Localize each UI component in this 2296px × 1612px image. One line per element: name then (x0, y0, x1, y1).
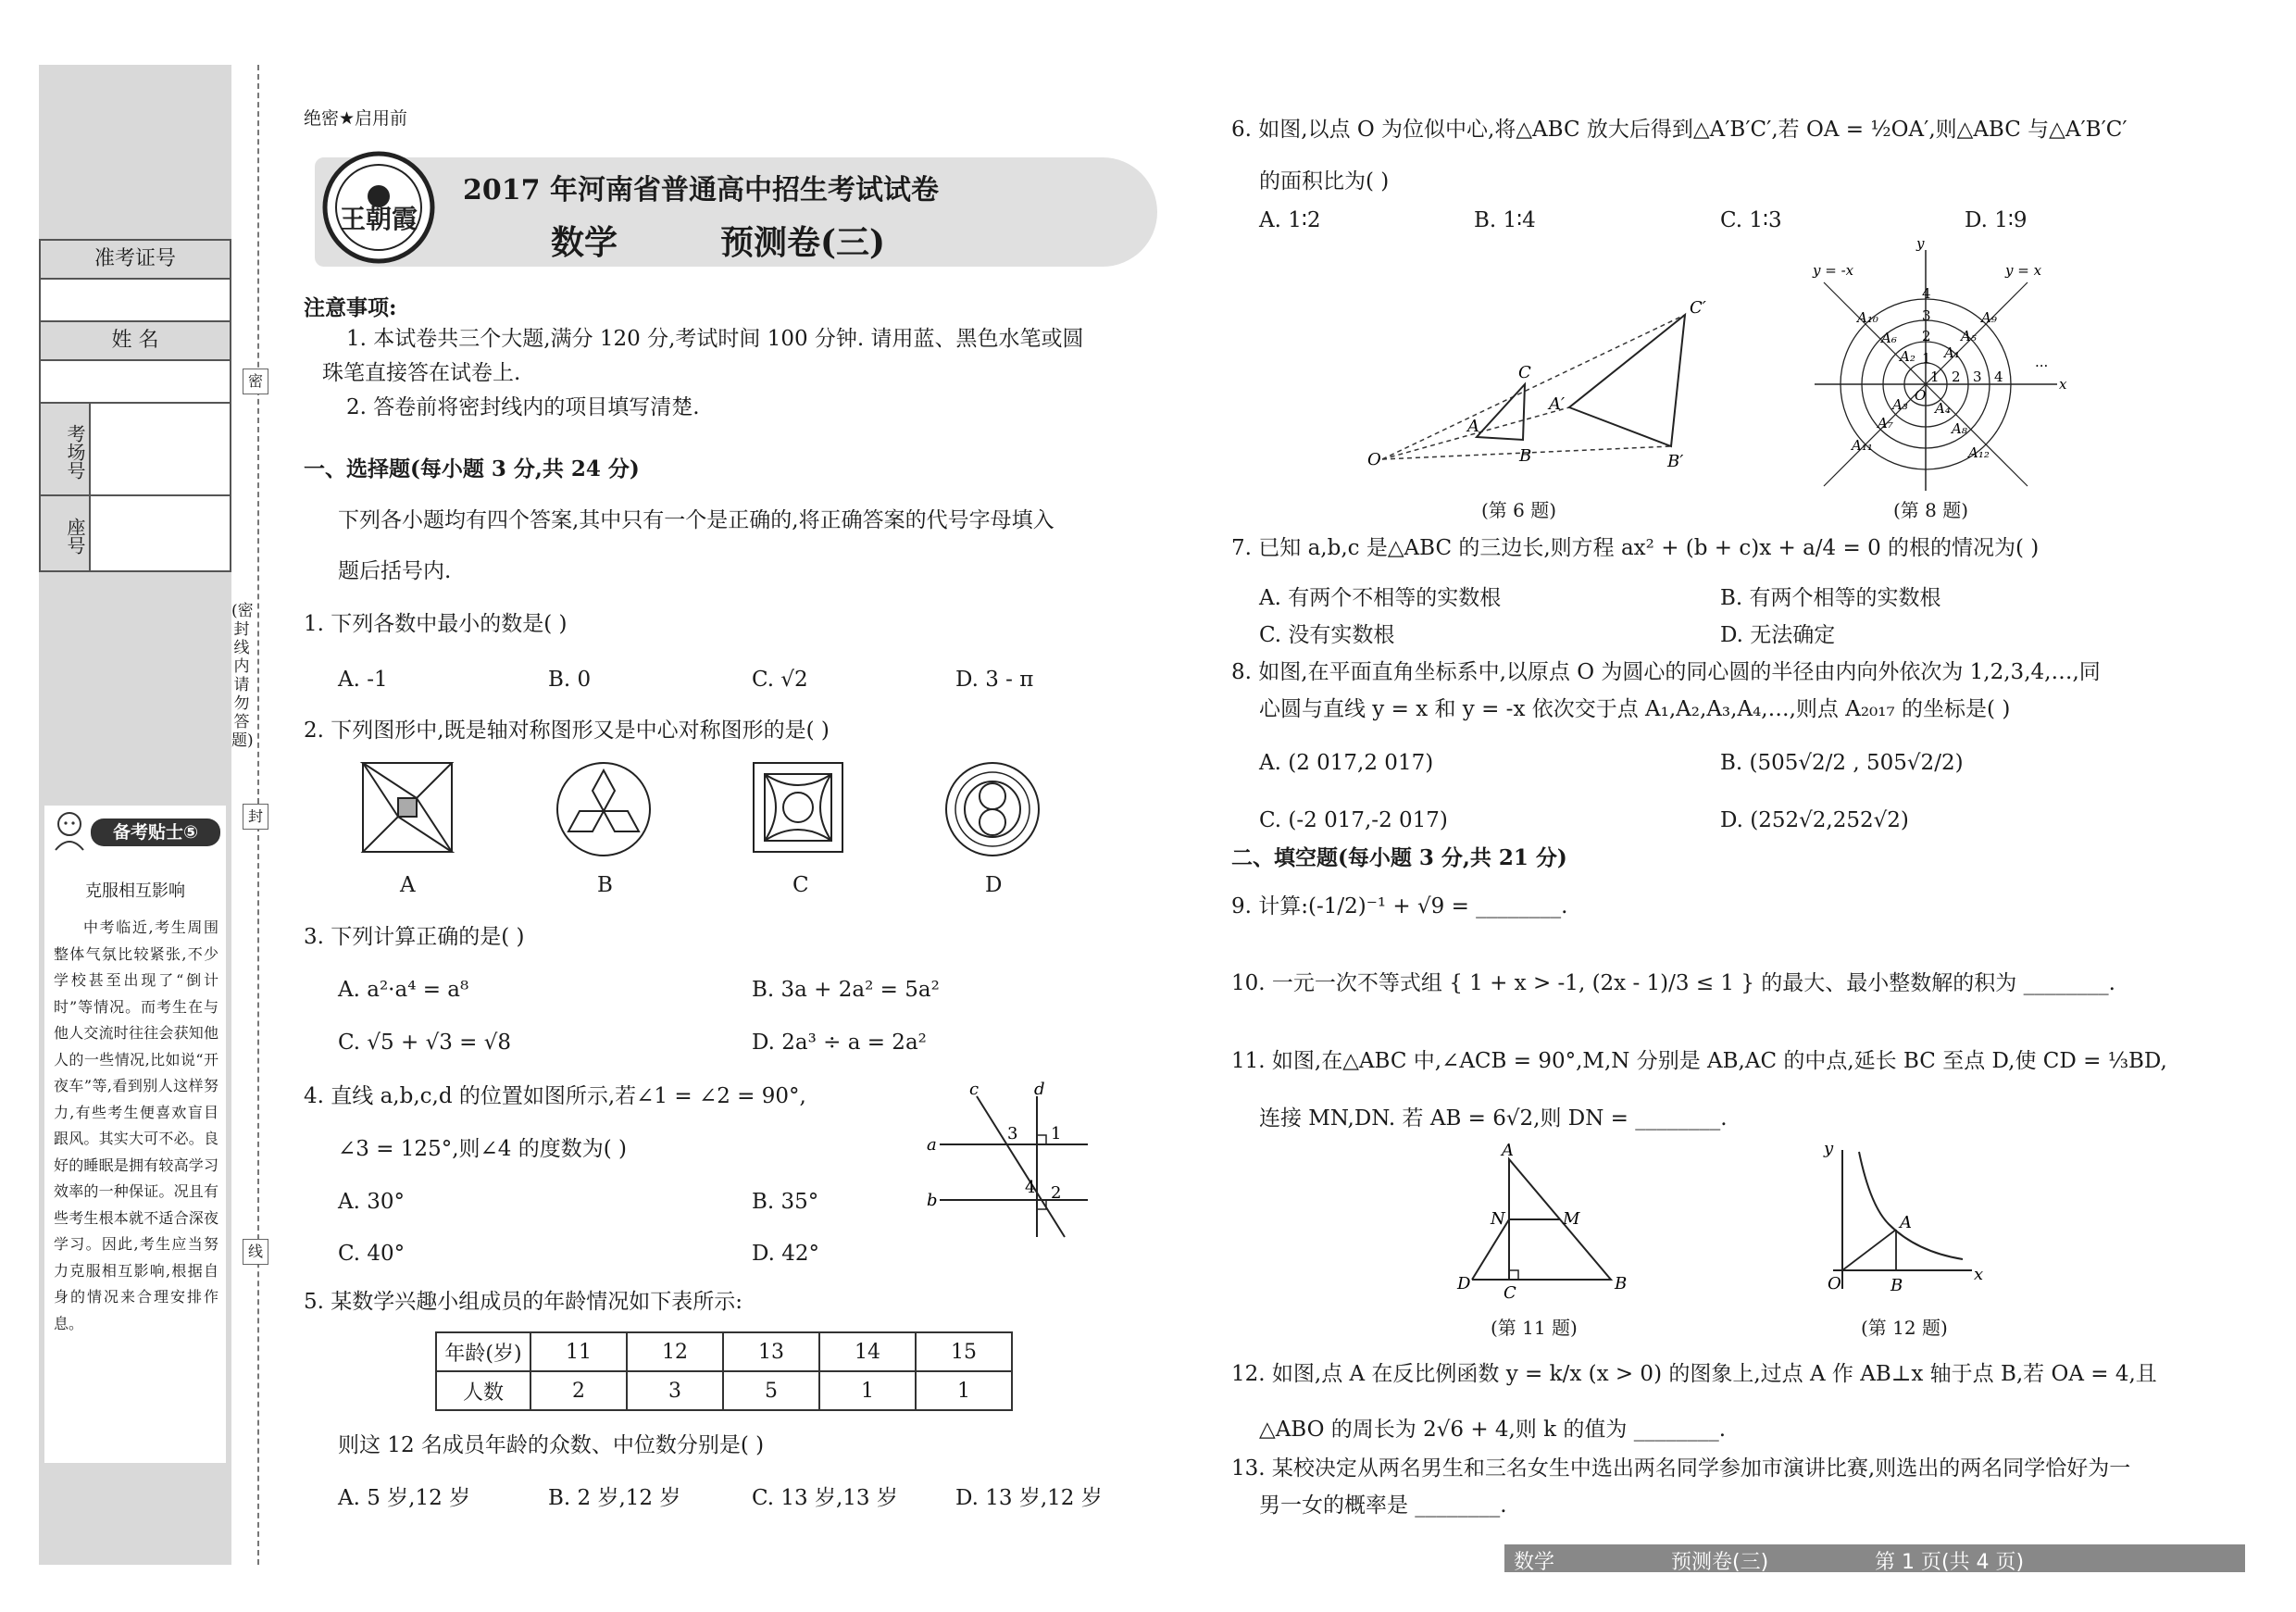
q12-caption: (第 12 题) (1861, 1317, 1948, 1339)
q3-option-d[interactable]: D. 2a³ ÷ a = 2a² (752, 1031, 927, 1055)
mascot-icon (50, 809, 89, 852)
q7-option-c[interactable]: C. 没有实数根 (1259, 623, 1395, 647)
q11-caption: (第 11 题) (1491, 1317, 1578, 1339)
svg-text:C: C (1518, 363, 1531, 382)
svg-text:2: 2 (1952, 369, 1961, 385)
svg-text:A₅: A₅ (1961, 328, 1977, 344)
q4-angle-4: 4 (1025, 1178, 1036, 1197)
q9-stem: 9. 计算:(-1/2)⁻¹ + √9 = ________. (1231, 894, 1568, 918)
table-cell: 15 (916, 1332, 1012, 1371)
q8-option-d[interactable]: D. (252√2,252√2) (1720, 808, 1909, 832)
q1-option-a[interactable]: A. -1 (338, 668, 388, 692)
svg-text:A₈: A₈ (1952, 420, 1967, 437)
q11-stem-a: 11. 如图,在△ABC 中,∠ACB = 90°,M,N 分别是 AB,AC 的中点,延长 BC 至点 D,使 CD = ⅓BD, (1231, 1049, 2167, 1073)
table-row (436, 1371, 1012, 1410)
svg-text:2: 2 (1922, 328, 1931, 344)
svg-text:x: x (1974, 1265, 1984, 1284)
secret-label: 绝密★启用前 (304, 108, 408, 129)
svg-text:A₁₂: A₁₂ (1968, 444, 1990, 461)
q6-stem-b: 的面积比为( ) (1259, 169, 1390, 194)
q4-label-a: a (927, 1135, 937, 1155)
svg-text:N: N (1491, 1209, 1505, 1229)
svg-text:A₆: A₆ (1881, 330, 1897, 346)
table-cell: 14 (819, 1332, 916, 1371)
svg-text:C: C (1504, 1283, 1516, 1303)
q8-option-b[interactable]: B. (505√2/2 , 505√2/2) (1720, 751, 1964, 775)
svg-text:C′: C′ (1690, 298, 1706, 318)
svg-text:A₉: A₉ (1981, 309, 1997, 326)
q5-option-c[interactable]: C. 13 岁,13 岁 (752, 1486, 898, 1510)
table-cell: 5 (723, 1371, 819, 1410)
svg-text:A₁₀: A₁₀ (1857, 309, 1878, 326)
q5-option-d[interactable]: D. 13 岁,12 岁 (955, 1486, 1103, 1510)
q8-stem-b: 心圆与直线 y = x 和 y = -x 依次交于点 A₁,A₂,A₃,A₄,…,则点 A₂₀₁₇ 的坐标是( ) (1259, 697, 2011, 721)
svg-text:A: A (1900, 1213, 1912, 1232)
q6-option-a[interactable]: A. 1∶2 (1259, 208, 1321, 232)
q2-label-d: D (985, 873, 1003, 897)
q8-figure (1796, 231, 2074, 494)
q7-stem: 7. 已知 a,b,c 是△ABC 的三边长,则方程 ax² + (b + c)x + a/4 = 0 的根的情况为( ) (1231, 536, 2040, 560)
q6-stem-a: 6. 如图,以点 O 为位似中心,将△ABC 放大后得到△A′B′C′,若 OA = ½OA′,则△ABC 与△A′B′C′ (1231, 118, 2128, 142)
q12-stem-b: △ABO 的周长为 2√6 + 4,则 k 的值为 ________. (1259, 1418, 1727, 1442)
table-cell: 12 (627, 1332, 723, 1371)
table-cell: 2 (530, 1371, 627, 1410)
q5-option-b[interactable]: B. 2 岁,12 岁 (548, 1486, 681, 1510)
q6-caption: (第 6 题) (1481, 499, 1557, 521)
q4-angle-2: 2 (1051, 1183, 1062, 1203)
svg-text:4: 4 (1994, 369, 2003, 385)
room-box (39, 402, 231, 496)
q8-line-neg: y = -x (1813, 262, 1854, 279)
svg-text:1: 1 (1930, 369, 1940, 385)
q5-ask: 则这 12 名成员年龄的众数、中位数分别是( ) (338, 1433, 765, 1457)
table-row (436, 1332, 1012, 1371)
table-cell: 1 (819, 1371, 916, 1410)
q2-figure-c (752, 761, 844, 857)
svg-text:A: A (1502, 1141, 1514, 1160)
table-cell: 人数 (436, 1371, 530, 1410)
q4-figure (921, 1080, 1092, 1244)
notice-heading: 注意事项: (304, 295, 397, 320)
q3-option-a[interactable]: A. a²·a⁴ = a⁸ (338, 978, 469, 1002)
q4-label-d: d (1034, 1080, 1045, 1099)
age-table (435, 1331, 1013, 1411)
room-label: 考场号 (41, 404, 91, 494)
q2-figure-a (361, 761, 454, 857)
q1-option-b[interactable]: B. 0 (548, 668, 592, 692)
q5-stem: 5. 某数学兴趣小组成员的年龄情况如下表所示: (304, 1290, 743, 1314)
svg-text:A₄: A₄ (1935, 400, 1951, 417)
q7-option-d[interactable]: D. 无法确定 (1720, 623, 1836, 647)
footer-page: 第 1 页(共 4 页) (1875, 1551, 2025, 1574)
q7-option-a[interactable]: A. 有两个不相等的实数根 (1259, 586, 1502, 610)
table-cell: 11 (530, 1332, 627, 1371)
q4-angle-1: 1 (1051, 1124, 1062, 1143)
name-label: 姓 名 (111, 329, 159, 352)
q1-option-c[interactable]: C. √2 (752, 668, 808, 692)
table-cell: 年龄(岁) (436, 1332, 530, 1371)
svg-text:O: O (1828, 1274, 1841, 1293)
publisher-logo (319, 148, 438, 267)
exam-no-label-box (39, 239, 231, 280)
section1-title: 一、选择题(每小题 3 分,共 24 分) (304, 456, 640, 481)
svg-text:B: B (1519, 446, 1532, 466)
q2-label-c: C (792, 873, 809, 897)
q8-option-a[interactable]: A. (2 017,2 017) (1259, 751, 1434, 775)
q8-line-pos: y = x (2005, 262, 2042, 279)
svg-text:B′: B′ (1667, 452, 1684, 471)
svg-text:y: y (1824, 1139, 1834, 1158)
q10-stem: 10. 一元一次不等式组 { 1 + x > -1, (2x - 1)/3 ≤ 1 } 的最大、最小整数解的积为 ________. (1231, 971, 2115, 995)
q13-stem-a: 13. 某校决定从两名男生和三名女生中选出两名同学参加市演讲比赛,则选出的两名同学恰好为一 (1231, 1456, 2131, 1481)
q8-stem-a: 8. 如图,在平面直角坐标系中,以原点 O 为圆心的同心圆的半径由内向外依次为 1,2,3,4,…,同 (1231, 660, 2101, 684)
q2-stem: 2. 下列图形中,既是轴对称图形又是中心对称图形的是( ) (304, 719, 830, 743)
footer-paper: 预测卷(三) (1671, 1551, 1769, 1574)
q3-option-c[interactable]: C. √5 + √3 = √8 (338, 1031, 512, 1055)
seal-note: (密封线内请勿答题) (231, 602, 254, 750)
page-footer (1504, 1544, 2245, 1572)
subject-title: 数学 (551, 223, 618, 262)
svg-text:4: 4 (1922, 285, 1931, 302)
seal-mark-mi: 密 (243, 369, 268, 394)
section1-intro-b: 题后括号内. (338, 559, 452, 583)
q13-stem-b: 男一女的概率是 ________. (1259, 1493, 1507, 1518)
svg-text:···: ··· (2035, 357, 2049, 374)
tip-body: 中考临近,考生周围整体气氛比较紧张,不少学校甚至出现了“倒计时”等情况。而考生在与他人交流时往往会获知他人的一些情况,比如说“开夜车”等,看到别人这样努力,有些考生便喜欢盲目跟风。其实大可不必。良好的睡眠是拥有较高学习效率的一种保证。况且有些考生根本就不适合深夜学习。因此,考生应当努力克服相互影响,根据自身的情况来合理安排作息。 (54, 918, 218, 1332)
q6-option-c[interactable]: C. 1∶3 (1720, 208, 1782, 232)
svg-text:y: y (1916, 235, 1925, 252)
seal-mark-feng: 封 (243, 804, 268, 830)
svg-text:3: 3 (1973, 369, 1982, 385)
q12-figure (1815, 1139, 1984, 1302)
q2-label-a: A (400, 873, 416, 897)
name-field[interactable] (39, 359, 231, 404)
q7-option-b[interactable]: B. 有两个相等的实数根 (1720, 586, 1941, 610)
exam-no-label: 准考证号 (94, 247, 176, 270)
q1-stem: 1. 下列各数中最小的数是( ) (304, 612, 568, 636)
seat-box (39, 494, 231, 572)
footer-subject: 数学 (1514, 1551, 1555, 1574)
tip-box (44, 806, 226, 1463)
q3-option-b[interactable]: B. 3a + 2a² = 5a² (752, 978, 940, 1002)
q1-option-d[interactable]: D. 3 - π (955, 668, 1034, 692)
q4-option-c[interactable]: C. 40° (338, 1242, 406, 1266)
room-field[interactable] (93, 404, 230, 494)
section1-intro-a: 下列各小题均有四个答案,其中只有一个是正确的,将正确答案的代号字母填入 (338, 508, 1054, 532)
q11-stem-b: 连接 MN,DN. 若 AB = 6√2,则 DN = ________. (1259, 1106, 1728, 1131)
exam-title: 2017 年河南省普通高中招生考试试卷 (463, 174, 939, 206)
q4-angle-3: 3 (1007, 1124, 1018, 1143)
svg-text:3: 3 (1922, 307, 1931, 324)
paper-title: 预测卷(三) (720, 223, 886, 262)
svg-text:A₂: A₂ (1900, 348, 1915, 365)
q3-stem: 3. 下列计算正确的是( ) (304, 925, 525, 949)
q8-caption: (第 8 题) (1893, 499, 1969, 521)
table-cell: 3 (627, 1371, 723, 1410)
q4-label-c: c (969, 1080, 980, 1099)
notice-item1b: 珠笔直接答在试卷上. (322, 361, 521, 385)
section2-title: 二、填空题(每小题 3 分,共 21 分) (1231, 845, 1567, 870)
svg-text:A₃: A₃ (1892, 396, 1908, 413)
tip-title: 克服相互影响 (85, 881, 185, 901)
q6-option-d[interactable]: D. 1∶9 (1965, 208, 2028, 232)
seal-mark-xian: 线 (243, 1239, 268, 1265)
svg-text:王朝霞: 王朝霞 (339, 204, 418, 234)
svg-text:O: O (1915, 387, 1927, 404)
seat-field[interactable] (93, 496, 230, 570)
svg-text:1: 1 (1922, 350, 1931, 367)
svg-text:D: D (1457, 1274, 1471, 1293)
svg-text:A₇: A₇ (1878, 415, 1893, 431)
notice-item1a: 1. 本试卷共三个大题,满分 120 分,考试时间 100 分钟. 请用蓝、黑色水笔或圆 (346, 327, 1084, 351)
tip-heading: 备考贴士⑤ (91, 818, 220, 846)
name-label-box (39, 320, 231, 361)
q4-option-d[interactable]: D. 42° (752, 1242, 820, 1266)
q4-stem-b: ∠3 = 125°,则∠4 的度数为( ) (338, 1137, 627, 1161)
svg-text:M: M (1563, 1209, 1580, 1229)
q6-option-b[interactable]: B. 1∶4 (1474, 208, 1536, 232)
svg-text:A: A (1467, 417, 1479, 436)
table-cell: 13 (723, 1332, 819, 1371)
q4-option-b[interactable]: B. 35° (752, 1190, 819, 1214)
q6-figure (1366, 296, 1717, 485)
svg-text:A′: A′ (1549, 394, 1566, 414)
svg-text:A₁: A₁ (1944, 344, 1960, 361)
exam-no-field[interactable] (39, 278, 231, 322)
q12-stem-a: 12. 如图,点 A 在反比例函数 y = k/x (x > 0) 的图象上,过点 A 作 AB⊥x 轴于点 B,若 OA = 4,且 (1231, 1362, 2157, 1386)
q5-option-a[interactable]: A. 5 岁,12 岁 (338, 1486, 471, 1510)
q2-figure-d (944, 761, 1041, 861)
svg-text:O: O (1367, 450, 1381, 469)
svg-text:B: B (1615, 1274, 1628, 1293)
seat-label: 座号 (41, 496, 91, 570)
svg-text:B: B (1890, 1276, 1903, 1295)
q4-stem-a: 4. 直线 a,b,c,d 的位置如图所示,若∠1 = ∠2 = 90°, (304, 1084, 806, 1108)
q2-figure-b (555, 761, 652, 861)
table-cell: 1 (916, 1371, 1012, 1410)
svg-text:x: x (2059, 376, 2067, 393)
q4-label-b: b (927, 1191, 938, 1210)
q4-option-a[interactable]: A. 30° (338, 1190, 405, 1214)
q11-figure (1454, 1141, 1639, 1302)
notice-item2: 2. 答卷前将密封线内的项目填写清楚. (346, 395, 700, 419)
q8-option-c[interactable]: C. (-2 017,-2 017) (1259, 808, 1448, 832)
svg-text:A₁₁: A₁₁ (1852, 437, 1873, 454)
q2-label-b: B (597, 873, 613, 897)
